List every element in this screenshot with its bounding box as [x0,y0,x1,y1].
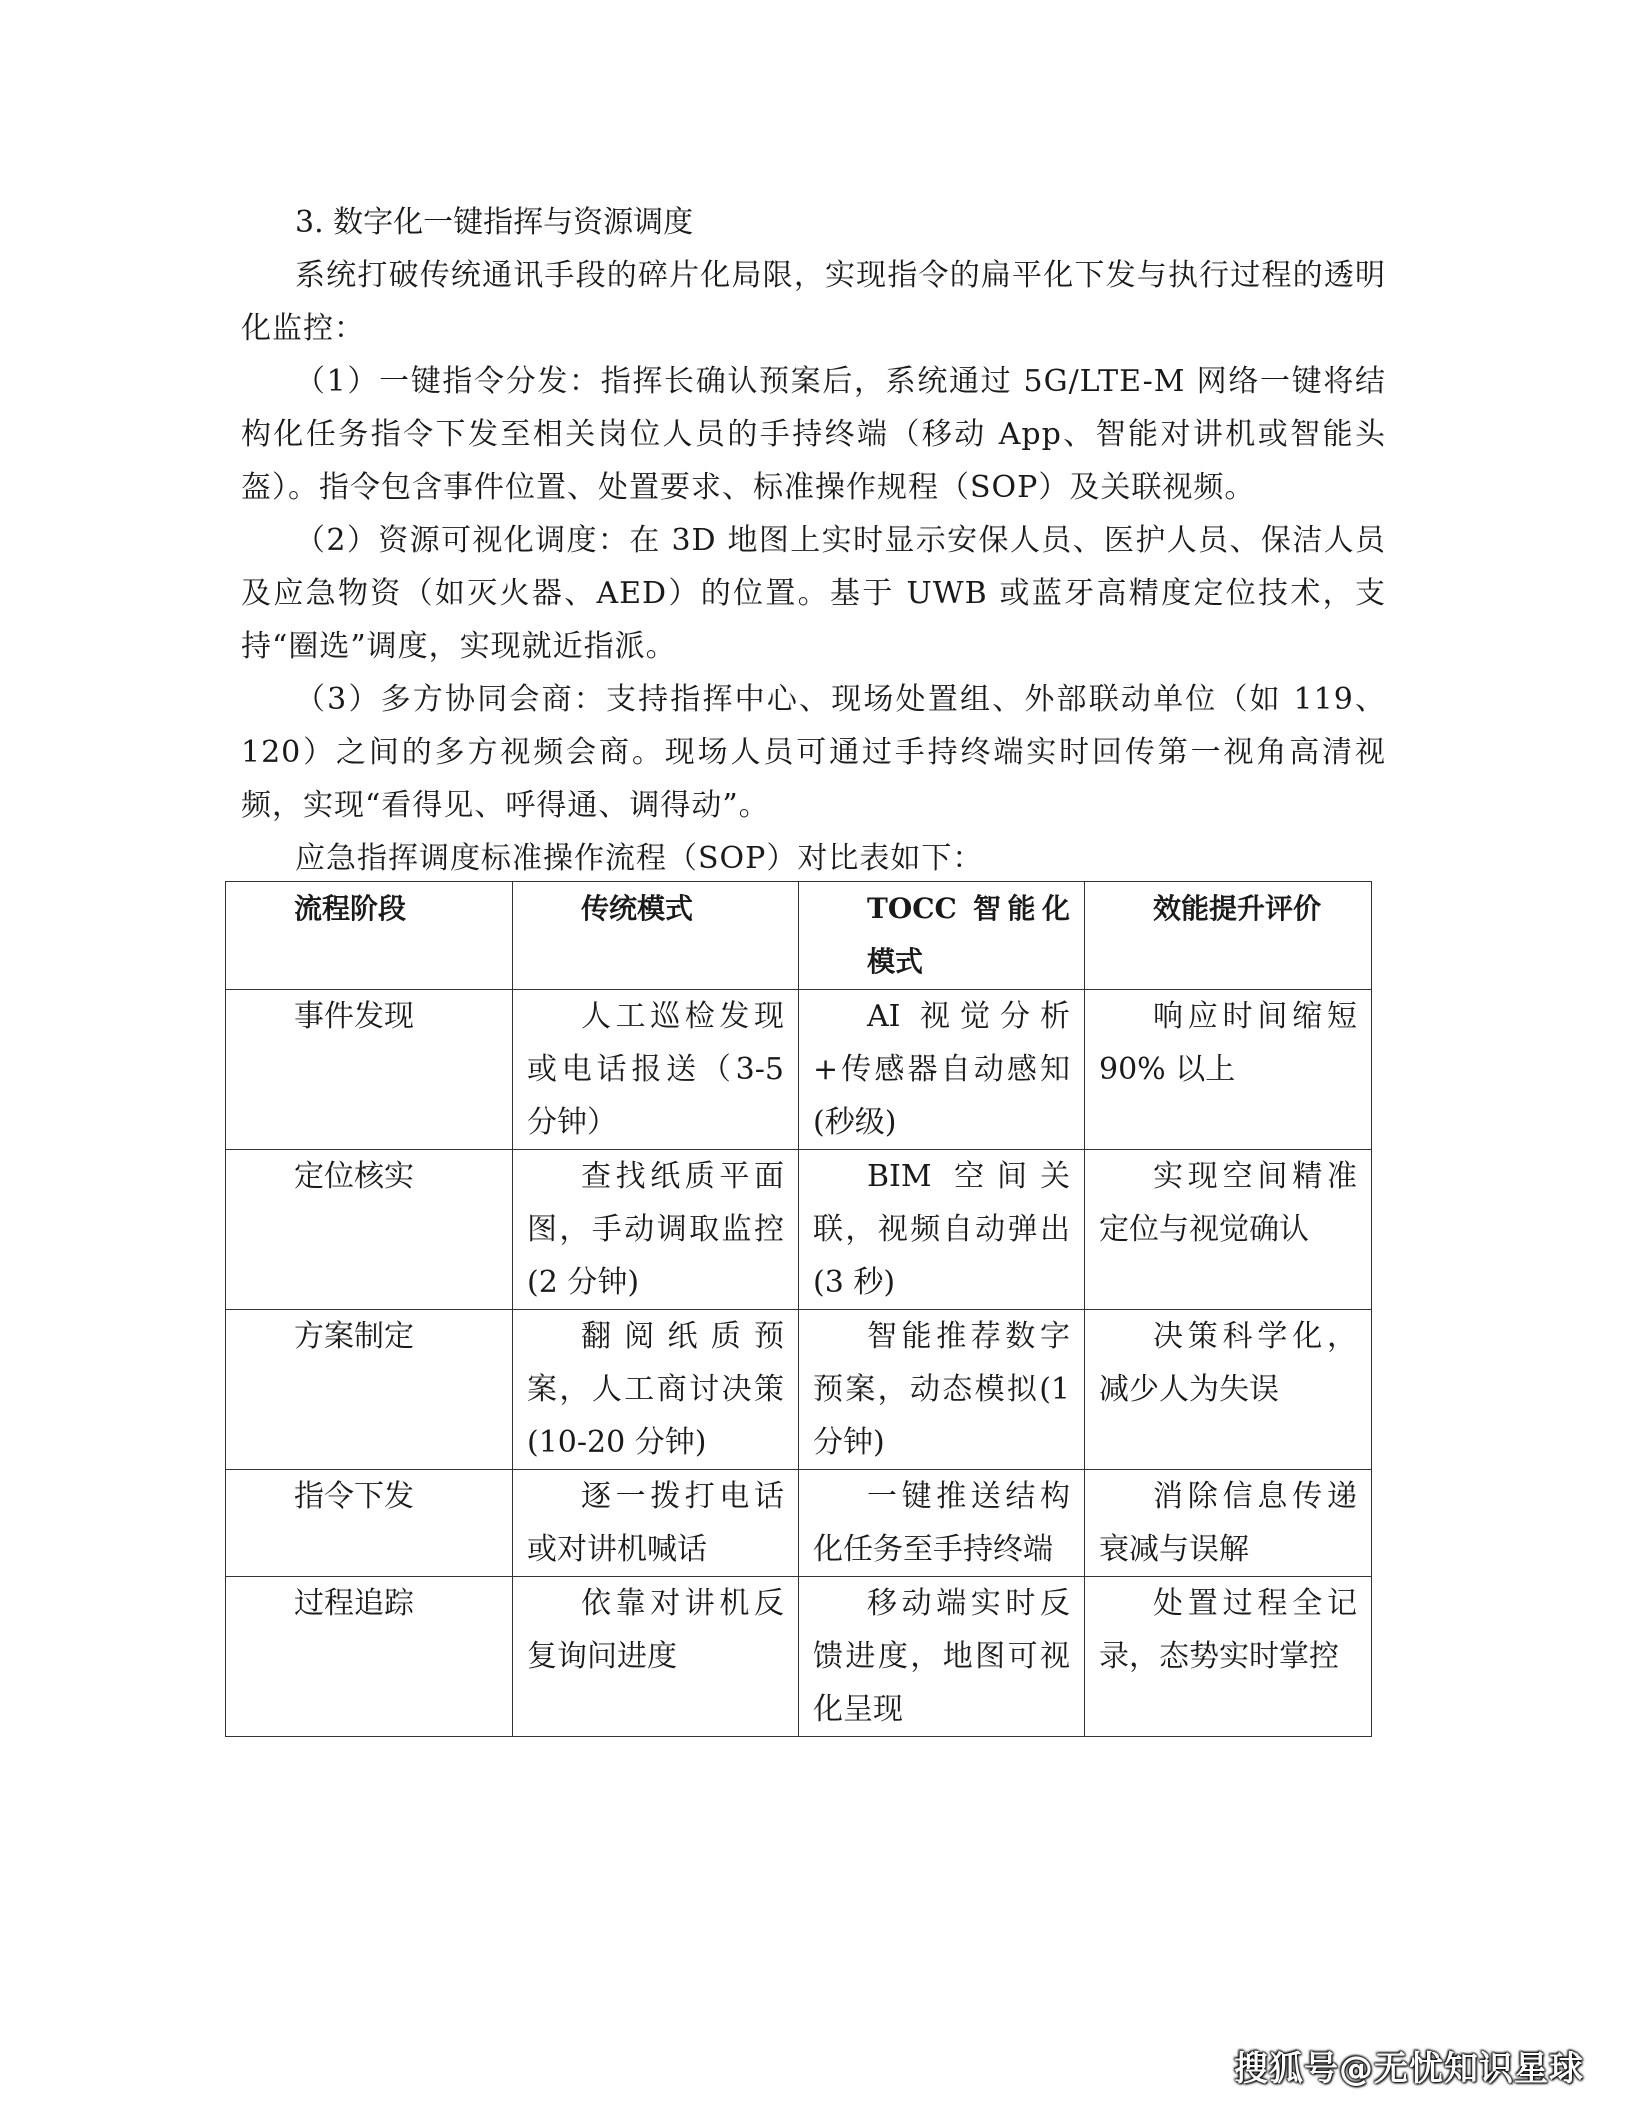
cell-text: 移动端实时反馈进度，地图可视化呈现 [813,1586,1070,1727]
cell-text: 一键推送结构化任务至手持终端 [813,1479,1070,1567]
paragraph-one-key-dispatch: （1）一键指令分发：指挥长确认预案后，系统通过 5G/LTE-M 网络一键将结构化任务指令下发至相关岗位人员的手持终端（移动 App、智能对讲机或智能头盔）。指令包含事件位置、处置要求、标准操作规程（SOP）及关联视频。 [241,364,1386,505]
cell-evaluation [1085,1150,1372,1310]
cell-text: 翻阅纸质预案，人工商讨决策(10-20 分钟) [527,1319,784,1460]
document-body [241,196,1386,885]
cell-stage [226,1310,513,1470]
table-header-row [226,882,1372,990]
cell-text: 逐一拨打电话或对讲机喊话 [527,1479,784,1567]
cell-text: 依靠对讲机反复询问进度 [527,1586,784,1674]
header-evaluation [1085,882,1372,990]
cell-text: 方案制定 [294,1319,414,1354]
cell-text: 事件发现 [294,999,414,1034]
cell-tocc [799,990,1085,1150]
table-row [226,990,1372,1150]
header-stage [226,882,513,990]
cell-text: 定位核实 [294,1159,414,1194]
cell-traditional [513,1150,799,1310]
cell-text: 实现空间精准定位与视觉确认 [1099,1159,1357,1247]
cell-text: 查找纸质平面图，手动调取监控(2 分钟) [527,1159,784,1300]
cell-text: 消除信息传递衰减与误解 [1099,1479,1357,1567]
header-tocc-label: TOCC 智能化模式 [867,892,1070,978]
cell-text: 智能推荐数字预案，动态模拟(1 分钟) [813,1319,1070,1460]
paragraph-resource-visual-dispatch: （2）资源可视化调度：在 3D 地图上实时显示安保人员、医护人员、保洁人员及应急物资（如灭火器、AED）的位置。基于 UWB 或蓝牙高精度定位技术，支持“圈选”调度，实现就近指派。 [241,523,1386,664]
cell-evaluation [1085,1577,1372,1737]
cell-text: 过程追踪 [294,1586,414,1621]
cell-text: AI 视觉分析+传感器自动感知(秒级) [813,999,1070,1140]
paragraph-multi-party-consult: （3）多方协同会商：支持指挥中心、现场处置组、外部联动单位（如 119、120）之间的多方视频会商。现场人员可通过手持终端实时回传第一视角高清视频，实现“看得见、呼得通、调得动”。 [241,682,1386,823]
cell-stage [226,1150,513,1310]
table-caption: 应急指挥调度标准操作流程（SOP）对比表如下： [295,841,984,876]
cell-stage [226,990,513,1150]
header-tocc [799,882,1085,990]
cell-traditional [513,1577,799,1737]
table-row [226,1470,1372,1577]
cell-text: 处置过程全记录，态势实时掌控 [1099,1586,1357,1674]
cell-text: 决策科学化，减少人为失误 [1099,1319,1357,1407]
cell-traditional [513,1470,799,1577]
cell-tocc [799,1470,1085,1577]
source-watermark: 搜狐号@无忧知识星球 [1234,2049,1584,2089]
header-traditional [513,882,799,990]
section-heading: 3. 数字化一键指挥与资源调度 [295,205,694,240]
cell-tocc [799,1150,1085,1310]
cell-traditional [513,1310,799,1470]
cell-evaluation [1085,1310,1372,1470]
header-stage-label: 流程阶段 [294,892,407,925]
header-traditional-label: 传统模式 [581,892,694,925]
table-row [226,1577,1372,1737]
cell-evaluation [1085,990,1372,1150]
cell-evaluation [1085,1470,1372,1577]
cell-text: 人工巡检发现或电话报送（3-5 分钟） [527,999,784,1140]
cell-text: BIM 空间关联，视频自动弹出(3 秒) [813,1159,1070,1300]
cell-stage [226,1577,513,1737]
cell-tocc [799,1577,1085,1737]
table-row [226,1310,1372,1470]
cell-traditional [513,990,799,1150]
cell-tocc [799,1310,1085,1470]
sop-comparison-table [225,881,1372,1737]
cell-stage [226,1470,513,1577]
intro-paragraph: 系统打破传统通讯手段的碎片化局限，实现指令的扁平化下发与执行过程的透明化监控： [241,258,1386,346]
cell-text: 指令下发 [294,1479,414,1514]
header-evaluation-label: 效能提升评价 [1153,892,1322,925]
cell-text: 响应时间缩短 90% 以上 [1099,999,1357,1087]
table-row [226,1150,1372,1310]
